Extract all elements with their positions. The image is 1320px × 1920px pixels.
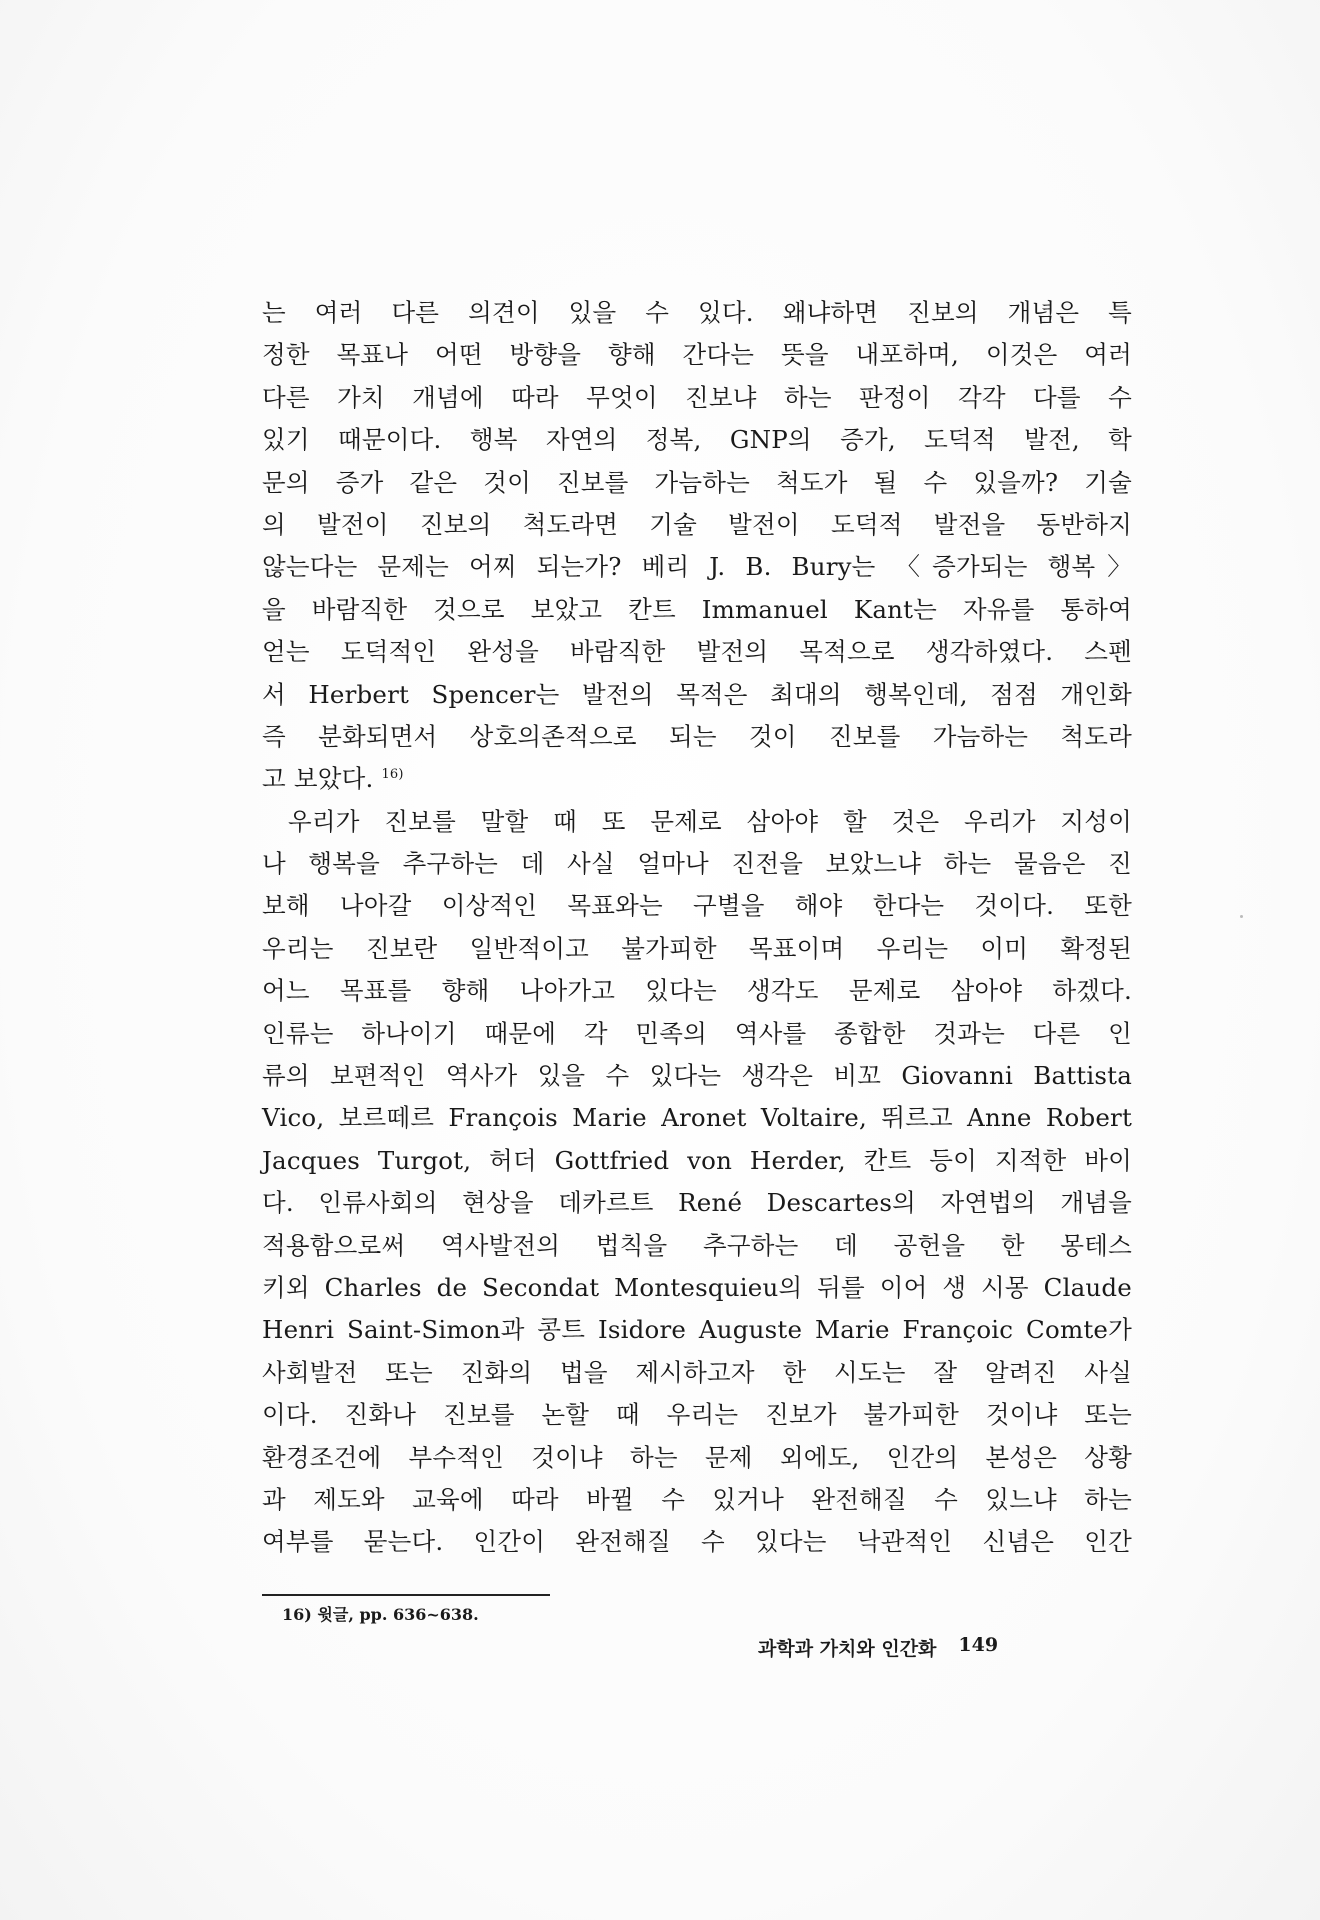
paragraph-end-text: 고 보았다. [262,764,374,794]
body-line: 문의 증가 같은 것이 진보를 가늠하는 척도가 될 수 있을까? 기술 [262,467,1132,497]
running-footer [758,1634,1114,1661]
body-line: 우리는 진보란 일반적이고 불가피한 목표이며 우리는 이미 확정된 [262,933,1132,963]
body-line: 적용함으로써 역사발전의 법칙을 추구하는 데 공헌을 한 몽테스 [262,1230,1132,1260]
body-line: 환경조건에 부수적인 것이냐 하는 문제 외에도, 인간의 본성은 상황 [262,1442,1132,1472]
body-line: Vico, 보르떼르 François Marie Aronet Voltaire, 뛰르고 Anne Robert [262,1103,1132,1133]
body-line: 과 제도와 교육에 따라 바뀔 수 있거나 완전해질 수 있느냐 하는 [262,1484,1132,1514]
body-line: 있기 때문이다. 행복 자연의 정복, GNP의 증가, 도덕적 발전, 학 [262,425,1132,455]
body-line: 나 행복을 추구하는 데 사실 얼마나 진전을 보았느냐 하는 물음은 진 [262,849,1132,879]
footnote-divider [262,1594,550,1596]
body-line: 이다. 진화나 진보를 논할 때 우리는 진보가 불가피한 것이냐 또는 [262,1400,1132,1430]
body-line: 의 발전이 진보의 척도라면 기술 발전이 도덕적 발전을 동반하지 [262,509,1132,539]
body-line: 여부를 묻는다. 인간이 완전해질 수 있다는 낙관적인 신념은 인간 [262,1527,1132,1557]
body-line: 서 Herbert Spencer는 발전의 목적은 최대의 행복인데, 점점 개인화 [262,679,1132,709]
body-line: 어느 목표를 향해 나아가고 있다는 생각도 문제로 삼아야 하겠다. [262,976,1132,1006]
body-line: 는 여러 다른 의견이 있을 수 있다. 왜냐하면 진보의 개념은 특 [262,298,1132,327]
paragraph-first-line: 우리가 진보를 말할 때 또 문제로 삼아야 할 것은 우리가 지성이 [288,806,1132,836]
body-line: 을 바람직한 것으로 보았고 칸트 Immanuel Kant는 자유를 통하여 [262,594,1132,624]
body-line: Jacques Turgot, 허더 Gottfried von Herder, 칸트 등이 지적한 바이 [262,1145,1132,1175]
body-line: 보해 나아갈 이상적인 목표와는 구별을 해야 한다는 것이다. 또한 [262,891,1132,921]
scan-speck [1240,915,1243,918]
paragraph-end-line [262,758,1132,800]
running-title: 과학과 가치와 인간화 [758,1638,937,1660]
body-line: 류의 보편적인 역사가 있을 수 있다는 생각은 비꼬 Giovanni Battista [262,1061,1132,1091]
body-line: 다. 인류사회의 현상을 데카르트 René Descartes의 자연법의 개념을 [262,1188,1132,1218]
body-line: 않는다는 문제는 어찌 되는가? 베리 J. B. Bury는 〈증가되는 행복〉 [262,552,1132,582]
body-line: 다른 가치 개념에 따라 무엇이 진보냐 하는 판정이 각각 다를 수 [262,382,1132,412]
body-line: 키외 Charles de Secondat Montesquieu의 뒤를 이어 생 시몽 Claude [262,1272,1132,1302]
body-line: 정한 목표나 어떤 방향을 향해 간다는 뜻을 내포하며, 이것은 여러 [262,340,1132,370]
body-line: Henri Saint-Simon과 콩트 Isidore Auguste Marie Françoic Comte가 [262,1315,1132,1345]
body-line: 인류는 하나이기 때문에 각 민족의 역사를 종합한 것과는 다른 인 [262,1018,1132,1048]
body-line: 얻는 도덕적인 완성을 바람직한 발전의 목적으로 생각하였다. 스펜 [262,637,1132,667]
body-line: 사회발전 또는 진화의 법을 제시하고자 한 시도는 잘 알려진 사실 [262,1357,1132,1387]
footnote-reference[interactable]: 16) [381,767,404,783]
body-text [262,292,1132,1564]
footnote: 16) 윗글, pp. 636~638. [282,1605,479,1624]
body-line: 즉 분화되면서 상호의존적으로 되는 것이 진보를 가늠하는 척도라 [262,721,1132,751]
page-number: 149 [958,1634,999,1656]
